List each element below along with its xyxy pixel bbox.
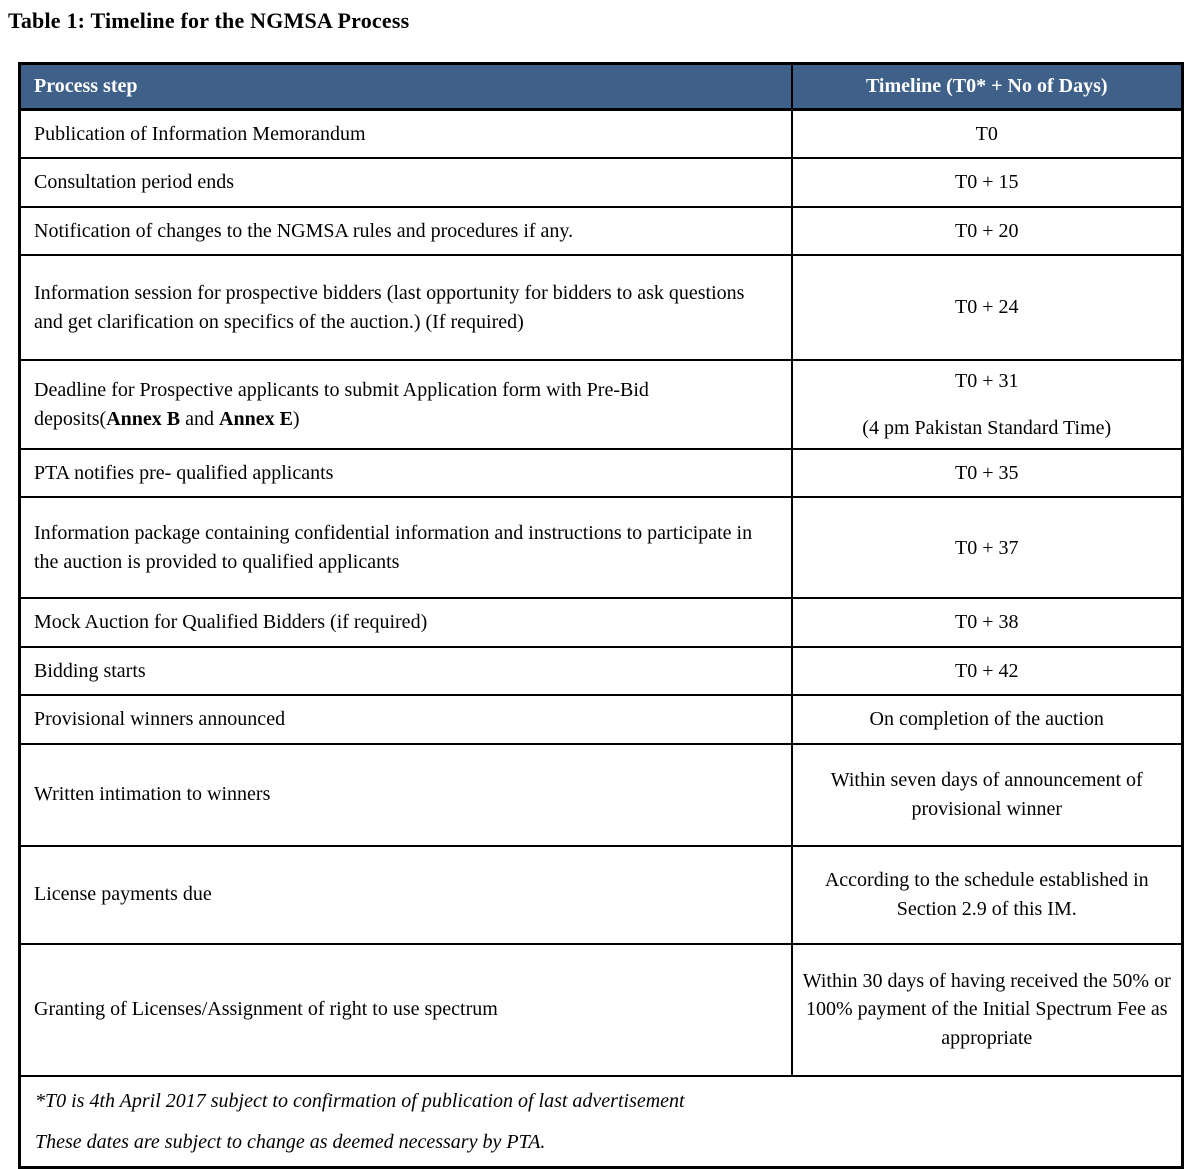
process-step-cell: Granting of Licenses/Assignment of right to use spectrum (20, 944, 792, 1076)
timeline-table-body (20, 110, 1183, 1076)
process-step-cell: Information session for prospective bidders (last opportunity for bidders to ask questions and get clarification on specifics of the auction.) (If required) (20, 255, 792, 360)
timeline-value-line: T0 + 42 (955, 659, 1019, 682)
timeline-value-line: T0 + 24 (955, 296, 1019, 319)
process-step-cell: Provisional winners announced (20, 695, 792, 743)
process-step-column-header: Process step (20, 64, 792, 110)
footnote-row (20, 1076, 1183, 1168)
timeline-cell (792, 846, 1183, 944)
process-step-cell: License payments due (20, 846, 792, 944)
page-title: Table 1: Timeline for the NGMSA Process (8, 8, 410, 33)
table-row (20, 110, 1183, 159)
timeline-value-line: T0 + 31 (955, 370, 1019, 393)
process-step-cell: Publication of Information Memorandum (20, 110, 792, 159)
table-row (20, 846, 1183, 944)
footnote-dates-disclaimer: These dates are subject to change as deemed necessary by PTA. (35, 1130, 546, 1153)
table-row (20, 207, 1183, 255)
timeline-cell (792, 110, 1183, 159)
timeline-column-header: Timeline (T0* + No of Days) (792, 64, 1183, 110)
ngmsa-timeline-table (18, 62, 1184, 1169)
table-header-row (20, 64, 1183, 110)
process-step-cell: Bidding starts (20, 647, 792, 695)
timeline-cell (792, 944, 1183, 1076)
table-row (20, 944, 1183, 1076)
table-row (20, 360, 1183, 449)
process-step-cell: Written intimation to winners (20, 744, 792, 846)
table-row (20, 744, 1183, 846)
timeline-value-line: Within 30 days of having received the 50% or 100% payment of the Initial Spectrum Fee as appropriate (802, 969, 1171, 1049)
table-row (20, 695, 1183, 743)
footnote-cell (20, 1076, 1183, 1168)
process-step-cell: Notification of changes to the NGMSA rules and procedures if any. (20, 207, 792, 255)
timeline-cell (792, 360, 1183, 449)
timeline-cell (792, 647, 1183, 695)
process-step-cell: Information package containing confidential information and instructions to participate in the auction is provided to qualified applicants (20, 497, 792, 598)
timeline-cell (792, 158, 1183, 206)
table-row (20, 449, 1183, 497)
timeline-value-line: T0 + 35 (955, 461, 1019, 484)
table-row (20, 598, 1183, 646)
table-row (20, 255, 1183, 360)
timeline-value-line: Within seven days of announcement of provisional winner (830, 769, 1143, 820)
timeline-value-line: T0 + 38 (955, 611, 1019, 634)
timeline-value-line: T0 + 37 (955, 536, 1019, 559)
table-row (20, 647, 1183, 695)
process-step-cell: Deadline for Prospective applicants to submit Application form with Pre-Bid deposits(Annex B and Annex E) (20, 360, 792, 449)
timeline-value-line: On completion of the auction (869, 708, 1104, 731)
process-step-cell: PTA notifies pre- qualified applicants (20, 449, 792, 497)
process-step-cell: Mock Auction for Qualified Bidders (if required) (20, 598, 792, 646)
timeline-value-line: T0 (975, 123, 998, 145)
footnote-t0-definition: *T0 is 4th April 2017 subject to confirmation of publication of last advertisement (35, 1089, 685, 1112)
table-row (20, 497, 1183, 598)
timeline-cell (792, 497, 1183, 598)
timeline-cell (792, 598, 1183, 646)
timeline-value-line: T0 + 20 (955, 219, 1019, 242)
timeline-cell (792, 744, 1183, 846)
timeline-cell (792, 255, 1183, 360)
timeline-value-line: According to the schedule established in Section 2.9 of this IM. (824, 869, 1149, 920)
timeline-cell (792, 207, 1183, 255)
timeline-value-line: (4 pm Pakistan Standard Time) (862, 416, 1112, 439)
table-row (20, 158, 1183, 206)
timeline-cell (792, 449, 1183, 497)
process-step-cell: Consultation period ends (20, 158, 792, 206)
timeline-cell (792, 695, 1183, 743)
timeline-value-line: T0 + 15 (955, 171, 1019, 194)
